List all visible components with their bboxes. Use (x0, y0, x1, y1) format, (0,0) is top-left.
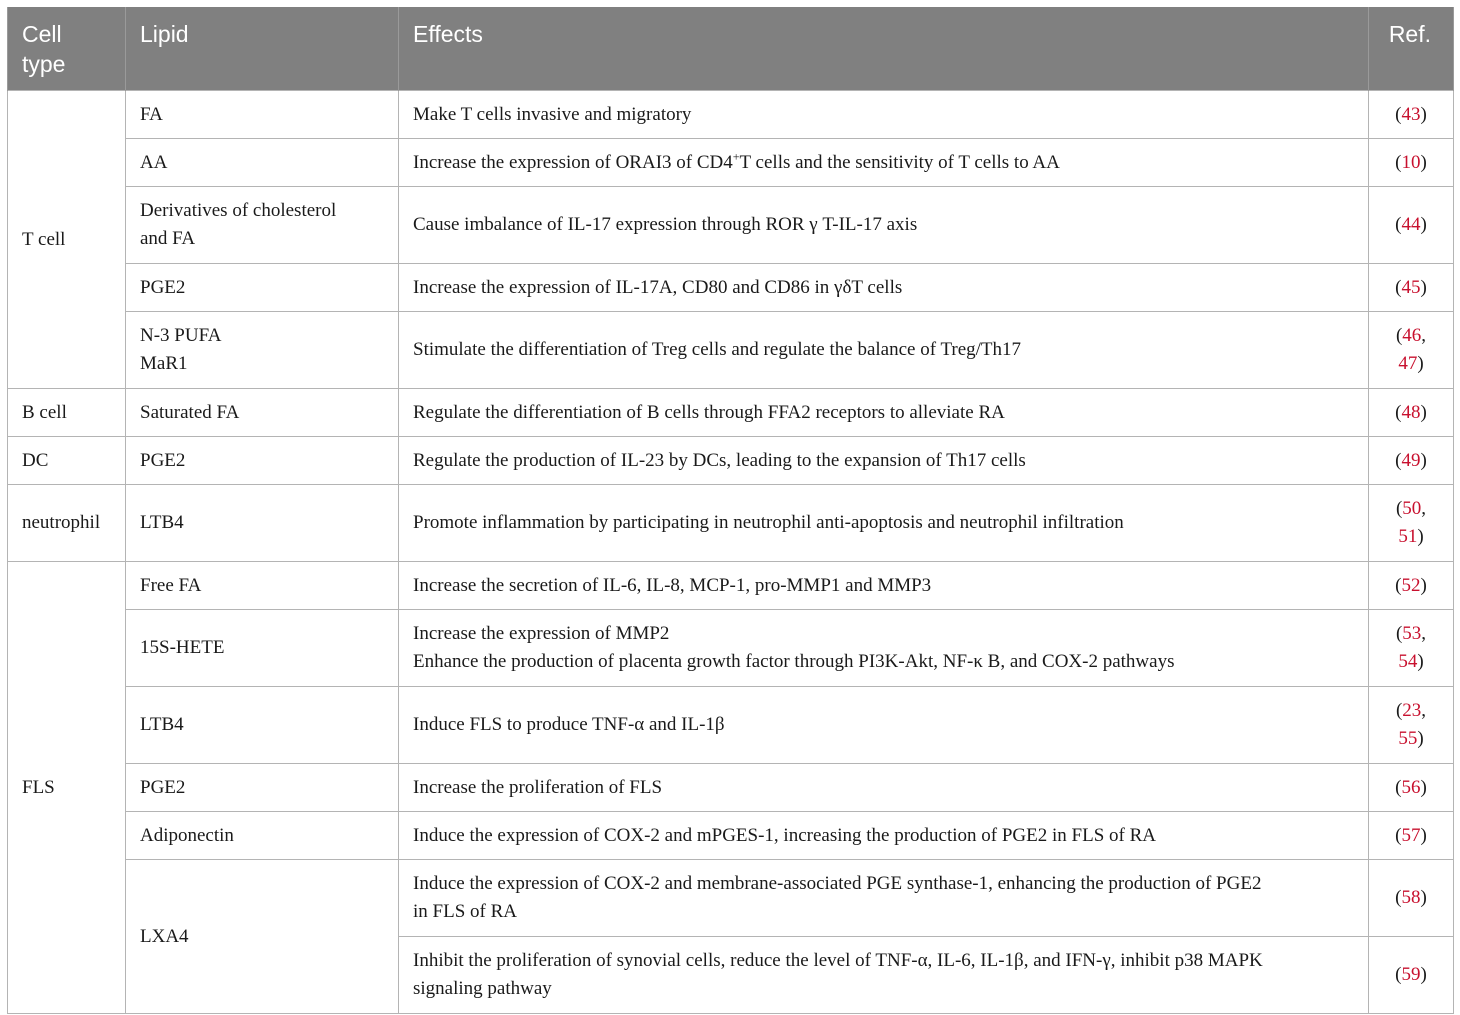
lipid-cell: FA (126, 91, 399, 139)
ref-cell: (59) (1369, 937, 1454, 1014)
lipid-cell: LXA4 (126, 860, 399, 1014)
ref-link[interactable]: 58 (1401, 887, 1421, 908)
table-row (8, 312, 1454, 389)
ref-cell: (58) (1369, 860, 1454, 937)
table-row (8, 485, 1454, 562)
table-header-row (8, 7, 1454, 91)
effect-cell: Increase the secretion of IL-6, IL-8, MCP-1, pro-MMP1 and MMP3 (399, 562, 1369, 610)
ref-cell: (43) (1369, 91, 1454, 139)
cell-type-neutrophil: neutrophil (8, 485, 126, 562)
ref-link[interactable]: 57 (1401, 824, 1421, 846)
lipid-cell: PGE2 (126, 764, 399, 812)
ref-link[interactable]: 51 (1398, 526, 1418, 547)
ref-cell: (53, 54) (1369, 610, 1454, 687)
cell-type-b-cell: B cell (8, 389, 126, 437)
table-row (8, 139, 1454, 187)
lipid-cell: N-3 PUFA MaR1 (126, 312, 399, 389)
ref-cell: (57) (1369, 812, 1454, 860)
cell-type-dc: DC (8, 437, 126, 485)
header-ref: Ref. (1369, 7, 1454, 91)
lipid-cell: PGE2 (126, 264, 399, 312)
ref-cell: (48) (1369, 389, 1454, 437)
effect-cell: Promote inflammation by participating in neutrophil anti-apoptosis and neutrophil infiltration (399, 485, 1369, 562)
effect-cell: Increase the expression of ORAI3 of CD4+T cells and the sensitivity of T cells to AA (399, 139, 1369, 187)
ref-link[interactable]: 46 (1402, 325, 1422, 346)
ref-cell: (52) (1369, 562, 1454, 610)
lipid-cell: Derivatives of cholesterol and FA (126, 187, 399, 264)
lipid-cell: Saturated FA (126, 389, 399, 437)
ref-link[interactable]: 50 (1402, 498, 1422, 519)
lipid-cell: Adiponectin (126, 812, 399, 860)
effect-cell: Induce the expression of COX-2 and membrane-associated PGE synthase-1, enhancing the production of PGE2 in FLS of RA (399, 860, 1369, 937)
ref-link[interactable]: 49 (1401, 449, 1421, 471)
ref-link[interactable]: 54 (1398, 651, 1418, 672)
ref-cell: (45) (1369, 264, 1454, 312)
table-row (8, 562, 1454, 610)
ref-cell: (44) (1369, 187, 1454, 264)
ref-link[interactable]: 52 (1401, 574, 1421, 596)
ref-cell: (46, 47) (1369, 312, 1454, 389)
table-row (8, 764, 1454, 812)
lipid-effects-table (7, 7, 1454, 1014)
ref-link[interactable]: 55 (1398, 728, 1418, 749)
effect-cell: Induce the expression of COX-2 and mPGES-1, increasing the production of PGE2 in FLS of RA (399, 812, 1369, 860)
effect-cell: Make T cells invasive and migratory (399, 91, 1369, 139)
table-row (8, 860, 1454, 937)
table-row (8, 812, 1454, 860)
header-lipid: Lipid (126, 7, 399, 91)
ref-link[interactable]: 43 (1401, 103, 1421, 125)
ref-cell: (10) (1369, 139, 1454, 187)
ref-link[interactable]: 59 (1401, 964, 1421, 985)
effect-cell: Stimulate the differentiation of Treg cells and regulate the balance of Treg/Th17 (399, 312, 1369, 389)
table-row (8, 187, 1454, 264)
lipid-cell: LTB4 (126, 687, 399, 764)
ref-link[interactable]: 56 (1401, 776, 1421, 798)
effect-cell: Regulate the differentiation of B cells through FFA2 receptors to alleviate RA (399, 389, 1369, 437)
ref-link[interactable]: 47 (1398, 353, 1418, 374)
table-row (8, 91, 1454, 139)
ref-cell: (56) (1369, 764, 1454, 812)
effect-cell: Increase the proliferation of FLS (399, 764, 1369, 812)
table-row (8, 389, 1454, 437)
ref-cell: (23, 55) (1369, 687, 1454, 764)
ref-link[interactable]: 10 (1401, 151, 1421, 173)
lipid-cell: AA (126, 139, 399, 187)
lipid-cell: Free FA (126, 562, 399, 610)
cell-type-fls: FLS (8, 562, 126, 1014)
ref-link[interactable]: 44 (1401, 214, 1421, 235)
effect-cell: Cause imbalance of IL-17 expression through ROR γ T-IL-17 axis (399, 187, 1369, 264)
cell-type-t-cell: T cell (8, 91, 126, 389)
effect-cell: Regulate the production of IL-23 by DCs, leading to the expansion of Th17 cells (399, 437, 1369, 485)
effect-cell: Increase the expression of IL-17A, CD80 and CD86 in γδT cells (399, 264, 1369, 312)
ref-cell: (49) (1369, 437, 1454, 485)
table-row (8, 437, 1454, 485)
ref-cell: (50, 51) (1369, 485, 1454, 562)
ref-link[interactable]: 45 (1401, 276, 1421, 298)
effect-cell: Induce FLS to produce TNF-α and IL-1β (399, 687, 1369, 764)
effect-cell: Inhibit the proliferation of synovial cells, reduce the level of TNF-α, IL-6, IL-1β, and IFN-γ, inhibit p38 MAPK signaling pathway (399, 937, 1369, 1014)
ref-link[interactable]: 53 (1402, 623, 1422, 644)
lipid-cell: LTB4 (126, 485, 399, 562)
header-cell-type: Cell type (8, 7, 126, 91)
table-row (8, 264, 1454, 312)
table-row (8, 610, 1454, 687)
lipid-cell: PGE2 (126, 437, 399, 485)
table-row (8, 687, 1454, 764)
header-effects: Effects (399, 7, 1369, 91)
ref-link[interactable]: 48 (1401, 401, 1421, 423)
effect-cell: Increase the expression of MMP2 Enhance the production of placenta growth factor through PI3K-Akt, NF-κ B, and COX-2 pathways (399, 610, 1369, 687)
ref-link[interactable]: 23 (1402, 700, 1422, 721)
lipid-cell: 15S-HETE (126, 610, 399, 687)
